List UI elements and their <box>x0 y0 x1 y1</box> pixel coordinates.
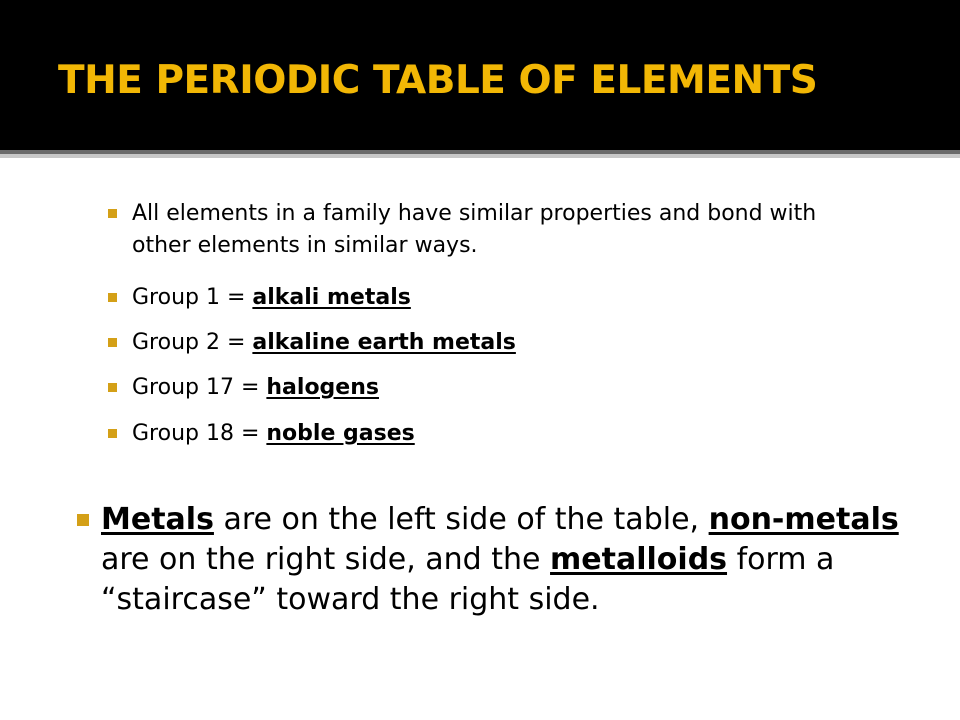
sub-bullet-group-18 <box>110 418 870 450</box>
term-metals: Metals <box>101 502 214 537</box>
family-term: alkali metals <box>252 285 411 310</box>
term-non-metals: non-metals <box>708 502 899 537</box>
bullet-text <box>101 500 917 620</box>
slide-title: THE PERIODIC TABLE OF ELEMENTS <box>58 58 818 103</box>
square-bullet-icon <box>108 293 117 302</box>
bullet-text <box>132 327 870 359</box>
family-term: halogens <box>266 375 379 400</box>
sub-bullet-group-1 <box>110 282 870 314</box>
square-bullet-icon <box>108 383 117 392</box>
group-label: Group 1 = <box>132 285 253 310</box>
family-term: alkaline earth metals <box>252 330 516 355</box>
main-bullet-metals <box>77 500 917 620</box>
square-bullet-icon <box>108 209 117 218</box>
square-bullet-icon <box>77 514 89 526</box>
bullet-text <box>132 372 870 404</box>
sub-bullet-family <box>110 198 870 262</box>
group-label: Group 17 = <box>132 375 267 400</box>
bullet-text <box>132 418 870 450</box>
term-metalloids: metalloids <box>550 542 728 577</box>
family-term: noble gases <box>266 421 415 446</box>
sub-bullet-group-17 <box>110 372 870 404</box>
group-label: Group 2 = <box>132 330 253 355</box>
sub-bullet-group-2 <box>110 327 870 359</box>
text-segment: are on the left side of the table, <box>213 502 709 537</box>
square-bullet-icon <box>108 338 117 347</box>
text-segment: are on the right side, and the <box>101 542 551 577</box>
text-segment: form a “staircase” toward the right side. <box>101 542 835 617</box>
square-bullet-icon <box>108 429 117 438</box>
bullet-text: All elements in a family have similar properties and bond with other elements in similar ways. <box>132 201 817 258</box>
bullet-text <box>132 282 870 314</box>
group-label: Group 18 = <box>132 421 267 446</box>
